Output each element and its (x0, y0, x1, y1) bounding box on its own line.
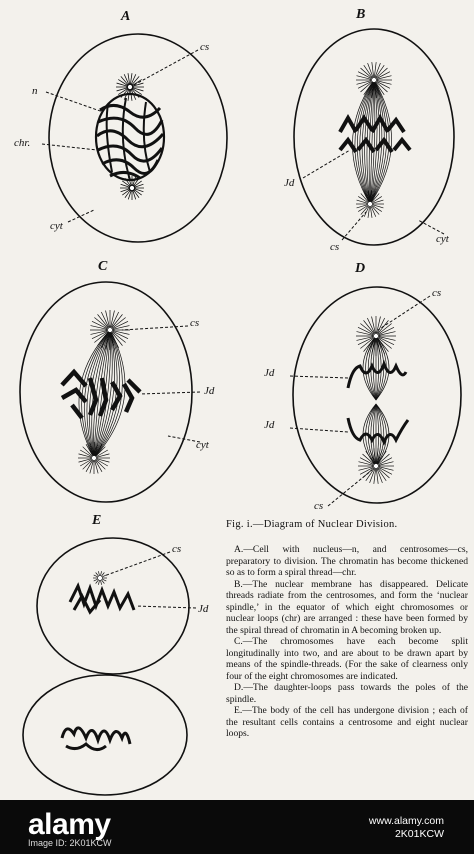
label-a-cytoplasm: cyt (50, 220, 63, 232)
label-a-nucleus: n (32, 85, 38, 97)
cell-a-nucleus (96, 94, 164, 180)
label-a-centrosome: cs (200, 41, 210, 53)
label-d-spindle-lower: Jd (264, 419, 275, 431)
label-e-spindle: Jd (198, 603, 209, 615)
panel-label-e: E (92, 513, 102, 528)
cell-a-membrane (49, 34, 227, 242)
label-c-cytoplasm: cyt (196, 439, 209, 451)
cell-e-lower-chromosomes (62, 728, 130, 750)
stock-url: www.alamy.com (368, 815, 444, 827)
panel-label-c: C (98, 259, 108, 274)
label-b-cytoplasm: cyt (436, 233, 449, 245)
cell-c-chromosomes (62, 372, 140, 418)
label-d-centrosome: cs (432, 287, 442, 299)
panel-label-d: D (355, 261, 366, 276)
label-d-centrosome-lower: cs (314, 500, 324, 512)
cell-d-spindle (356, 316, 396, 484)
image-id-text: Image ID: 2K01KCW (28, 838, 112, 848)
label-b-spindle: Jd (284, 177, 295, 189)
description-a: A.—Cell with nucleus—n, and centrosomes—cs, preparatory to division. The chromatin has become thickened so as to form a spiral thread—chr. (226, 544, 468, 578)
label-d-spindle-upper: Jd (264, 367, 275, 379)
description-e: E.—The body of the cell has undergone division ; each of the resultant cells contains a centrosome and eight nuclear loops. (226, 705, 468, 739)
label-c-spindle: Jd (204, 385, 215, 397)
stock-id-block (369, 815, 444, 841)
panel-label-b: B (356, 7, 366, 22)
figure-caption: Fig. i.—Diagram of Nuclear Division. (226, 519, 398, 530)
cell-e-upper-membrane (37, 538, 189, 674)
description-c: C.—The chromosomes have each become split longitudinally into two, and are about to be drawn apart by means of the spindle-threads. (For the sake of clearness only four of the eight chromosomes are indicated. (226, 636, 468, 682)
description-b: B.—The nuclear membrane has disappeared. Delicate threads radiate from the centrosomes, and form the ‘nuclear spindle,’ in the equator of which eight chromosomes or nuclear loops (chr) are arranged : these have been formed by the spiral thread of chromatin in A becoming broken up. (226, 578, 468, 636)
label-c-centrosome: cs (190, 317, 200, 329)
cell-b-chromosomes (340, 118, 410, 152)
cell-e-lower-membrane (23, 675, 187, 795)
cell-e-upper-chromosomes (70, 586, 134, 612)
cell-d-daughter-loops (348, 364, 408, 442)
stock-code: 2K01KCW (394, 828, 444, 840)
alamy-logo: alamy (28, 808, 111, 841)
label-e-centrosome: cs (172, 543, 182, 555)
label-a-chromatin: chr. (14, 137, 31, 149)
panel-label-a: A (121, 9, 131, 24)
figure-description (226, 544, 468, 740)
description-d: D.—The daughter-loops pass towards the poles of the spindle. (226, 682, 468, 705)
label-b-centrosome: cs (330, 241, 340, 253)
